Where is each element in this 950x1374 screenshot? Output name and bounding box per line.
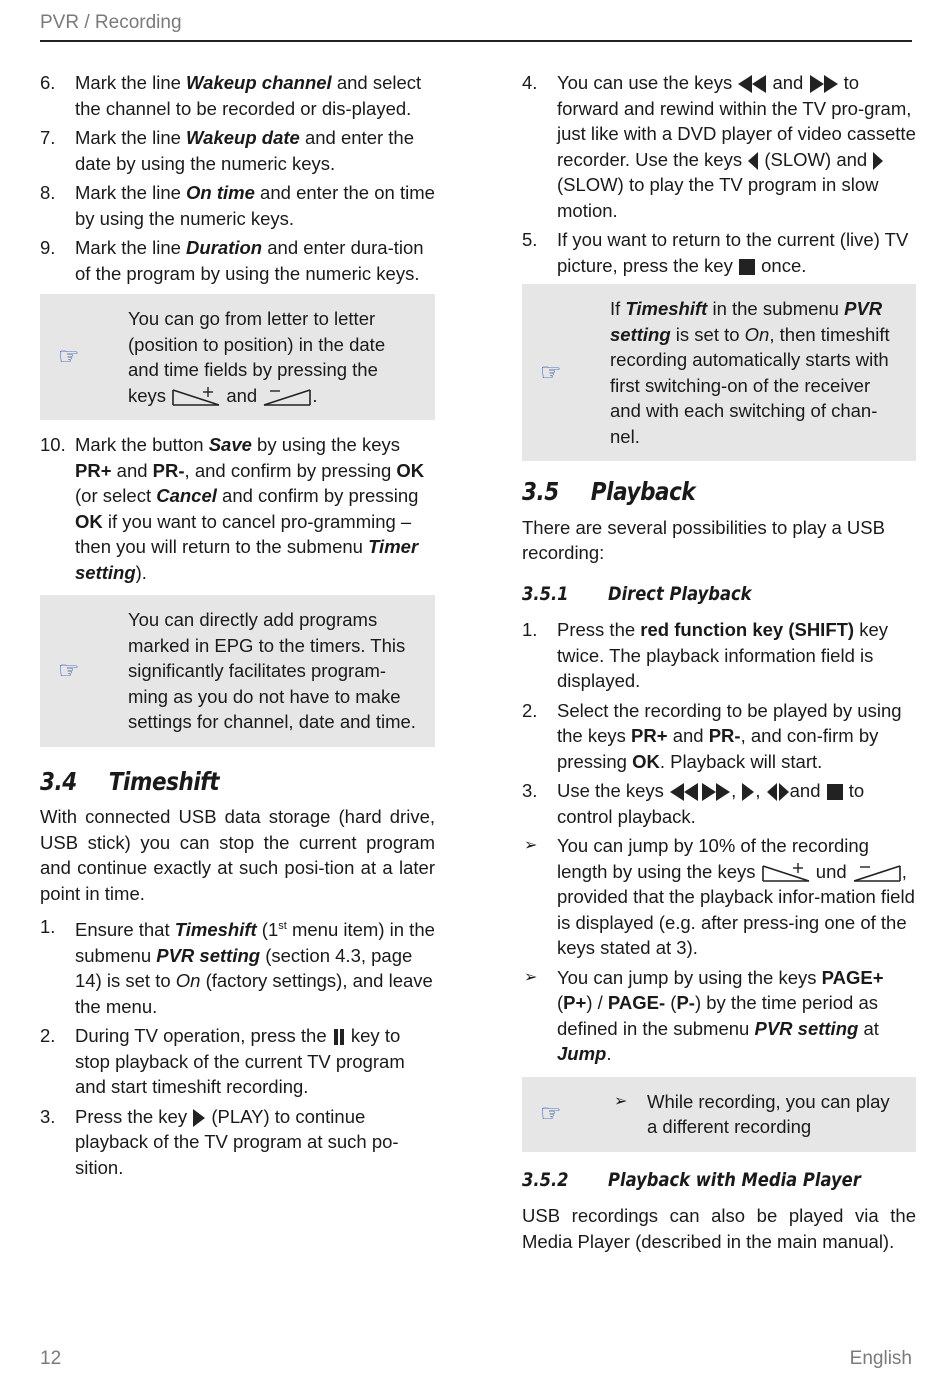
step-number: 2. [522, 699, 538, 721]
step-number: 8. [40, 182, 56, 203]
text: During TV operation, press the [75, 1025, 332, 1047]
step-9 [40, 235, 435, 286]
step-number: 7. [40, 127, 56, 148]
subsection-number: 3.5.2 [522, 1168, 569, 1191]
text: You can jump by using the keys [557, 966, 822, 988]
section-heading [40, 766, 380, 796]
text: (1 [256, 919, 279, 941]
rewind-key-icon [669, 782, 699, 802]
stop-key-icon [738, 258, 756, 276]
text: and confirm by pressing [216, 485, 419, 506]
slow-forward-key-icon [872, 151, 884, 171]
text: and [667, 725, 709, 746]
text: Mark the line [75, 182, 187, 203]
bullet-item [522, 965, 916, 1067]
playback-step-2 [522, 698, 916, 775]
text: ( [665, 992, 677, 1013]
step-number: 3. [40, 1105, 56, 1127]
key-name: PR+ [75, 459, 112, 481]
text: Press the [557, 619, 641, 640]
text: ) by the time period as defined in the submenu [557, 992, 878, 1039]
step-number: 5. [522, 229, 538, 250]
menu-term: PVR setting [610, 298, 883, 345]
text: If you want to return to the current (live) TV picture, press the key [557, 229, 909, 276]
pointing-hand-icon: ☞ [58, 657, 80, 684]
note-text: is set to [670, 323, 745, 345]
key-name: PR- [708, 725, 741, 746]
note-box [40, 595, 435, 747]
key-name: red function key (SHIFT) [640, 619, 855, 640]
key-name: PAGE+ [821, 966, 884, 988]
text: to control playback. [557, 780, 865, 827]
paragraph: There are several possibilities to play a USB recording: [522, 516, 885, 563]
text: You can jump by 10% of the recording length by using the keys [557, 835, 869, 882]
note-text: and [221, 384, 263, 406]
key-name: P+ [563, 992, 587, 1013]
subsection-title: Playback with Media Player [608, 1168, 861, 1191]
timeshift-step-5 [522, 227, 916, 278]
arrow-bullet-icon: ➢ [524, 837, 538, 854]
left-column [40, 70, 435, 1184]
text: Mark the button [75, 434, 209, 455]
slow-back-key-icon [747, 151, 759, 171]
text: and [111, 459, 153, 481]
text: once. [755, 254, 807, 276]
text: and enter the date by using the numeric keys. [75, 127, 414, 174]
key-name: PR- [152, 459, 185, 481]
key-name: P- [676, 992, 695, 1013]
timeshift-step-4 [522, 70, 916, 223]
value-term: On [744, 323, 770, 345]
step-number: 1. [522, 619, 538, 640]
note-box [522, 284, 916, 461]
text: Mark the line [75, 127, 187, 148]
key-name: OK [632, 750, 660, 772]
text: , [755, 780, 766, 801]
subsection-heading [522, 1168, 861, 1194]
text: and [789, 780, 826, 801]
play-key-icon [741, 782, 755, 802]
text: Press the key [75, 1105, 193, 1127]
text: Mark the line [75, 72, 187, 93]
text: (PLAY) to continue playback of the TV program at such po-sition. [75, 1105, 399, 1178]
text: , provided that the playback infor-mation field is displayed (e.g. after press-ing one of the keys stated at 3). [557, 860, 915, 958]
text: (or select [75, 485, 157, 506]
step-number: 6. [40, 72, 56, 93]
menu-term: Cancel [156, 485, 217, 506]
step-8 [40, 180, 435, 231]
note-box [40, 294, 435, 420]
timeshift-step-3 [40, 1104, 435, 1181]
step-number: 1. [40, 916, 56, 937]
subsection-heading [522, 582, 861, 608]
superscript: st [278, 920, 287, 932]
arrow-bullet-icon: ➢ [524, 968, 538, 986]
text: and enter the on time by using the numeric keys. [75, 182, 435, 229]
text: and [767, 72, 809, 93]
key-name: OK [75, 510, 103, 532]
rewind-key-icon [737, 74, 767, 94]
text: Use the keys [557, 780, 670, 801]
value-term: On [175, 970, 201, 992]
menu-term: Save [208, 434, 252, 455]
text: to forward and rewind within the TV pro-gram, just like with a DVD player of video cassette recorder. Use the keys [557, 72, 916, 170]
menu-term: On time [186, 182, 255, 203]
note-text: While recording, you can play a different recording [647, 1090, 890, 1137]
subsection-title: Direct Playback [608, 582, 752, 605]
text: , and confirm by pressing [184, 459, 397, 481]
volume-up-key-icon [761, 862, 811, 884]
note-text: You can directly add programs marked in EPG to the timers. This significantly facilitates program-ming as you do not have to make settings for channel, date and time. [128, 609, 416, 732]
bullet-item [612, 1089, 902, 1140]
note-text: . [312, 384, 318, 406]
menu-term: Duration [186, 237, 263, 258]
header-title: PVR / Recording [40, 12, 182, 33]
key-name: OK [396, 459, 425, 481]
text: and enter dura-tion of the program by using the numeric keys. [75, 237, 424, 284]
note-box [522, 1077, 916, 1152]
note-text: You can go from letter to letter (position to position) in the date and time fields by pressing the keys [128, 308, 386, 406]
section-title: Timeshift [108, 766, 220, 796]
text: . [606, 1043, 612, 1064]
section-heading [522, 479, 861, 505]
text: Ensure that [75, 919, 175, 941]
pause-key-icon [332, 1028, 346, 1046]
volume-up-key-icon [171, 386, 221, 408]
step-number: 10. [40, 434, 66, 455]
text: ) / [586, 992, 608, 1013]
section-number: 3.4 [40, 766, 77, 796]
text: Select the recording to be played by using the keys [557, 699, 902, 746]
pointing-hand-icon: ☞ [540, 358, 562, 386]
menu-term: Timeshift [174, 919, 257, 941]
fast-forward-key-icon [701, 782, 731, 802]
paragraph: USB recordings can also be played via the Media Player (described in the main manual). [522, 1205, 916, 1252]
text: key twice. The playback information field is displayed. [557, 619, 889, 691]
text: and select the channel to be recorded or dis-played. [75, 72, 422, 119]
footer-language: English [849, 1348, 912, 1369]
bullet-item [522, 833, 916, 961]
text: by using the keys [251, 434, 400, 455]
play-key-icon [192, 1108, 206, 1128]
note-text: If [610, 298, 626, 319]
pointing-hand-icon: ☞ [58, 343, 80, 371]
step-number: 3. [522, 780, 538, 801]
pointing-hand-icon: ☞ [540, 1100, 562, 1128]
text: (factory settings), and leave the menu. [75, 970, 433, 1017]
menu-term: Wakeup date [186, 127, 300, 148]
text: (section 4.3, page 14) is set to [75, 944, 413, 992]
text: und [810, 860, 852, 882]
text: key to stop playback of the current TV program and start timeshift recording. [75, 1025, 405, 1098]
slow-forward-key-icon [778, 782, 790, 802]
text: You can use the keys [557, 72, 738, 93]
text: if you want to cancel pro-gramming – then you will return to the submenu [75, 510, 412, 557]
step-6 [40, 70, 435, 121]
section-title: Playback [590, 477, 696, 506]
paragraph: With connected USB data storage (hard drive, USB stick) you can stop the current program and continue exactly at such posi-tion at a later point in time. [40, 806, 435, 904]
playback-step-3 [522, 778, 916, 829]
menu-term: Wakeup channel [186, 72, 332, 93]
step-number: 9. [40, 237, 56, 258]
timeshift-step-2 [40, 1023, 435, 1100]
text: Mark the line [75, 237, 187, 258]
step-number: 4. [522, 72, 538, 93]
text: ). [135, 561, 147, 583]
text: at [858, 1017, 879, 1039]
key-name: PAGE- [607, 992, 666, 1013]
slow-back-key-icon [766, 782, 778, 802]
text: , and con-firm by pressing [557, 725, 879, 772]
volume-down-key-icon [262, 386, 312, 408]
section-number: 3.5 [522, 477, 559, 506]
volume-down-key-icon [852, 862, 902, 884]
stop-key-icon [826, 783, 844, 801]
text: ( [557, 992, 564, 1013]
step-10 [40, 432, 435, 585]
menu-term: Timer setting [75, 536, 419, 583]
arrow-bullet-icon: ➢ [614, 1092, 628, 1110]
step-number: 2. [40, 1025, 56, 1047]
text: , [731, 780, 742, 801]
right-column [522, 70, 916, 1262]
fast-forward-key-icon [809, 74, 839, 94]
key-name: PR+ [631, 725, 668, 746]
menu-term: Jump [557, 1043, 607, 1064]
menu-term: Timeshift [625, 298, 708, 319]
text: (SLOW) and [759, 148, 873, 170]
step-7 [40, 125, 435, 176]
page-header [40, 12, 912, 42]
page-number: 12 [40, 1348, 62, 1369]
menu-term: PVR setting [754, 1017, 859, 1039]
note-text: in the submenu [707, 298, 845, 319]
playback-step-1 [522, 617, 916, 694]
note-text: , then timeshift recording automatically starts with first switching-on of the receiver and with each switching of chan-nel. [610, 323, 890, 447]
text: . Playback will start. [659, 750, 823, 772]
text: (SLOW) to play the TV program in slow motion. [557, 174, 879, 221]
subsection-number: 3.5.1 [522, 582, 569, 605]
timeshift-step-1 [40, 914, 435, 1019]
menu-term: PVR setting [156, 944, 261, 966]
text: menu item) in the submenu [75, 919, 435, 966]
